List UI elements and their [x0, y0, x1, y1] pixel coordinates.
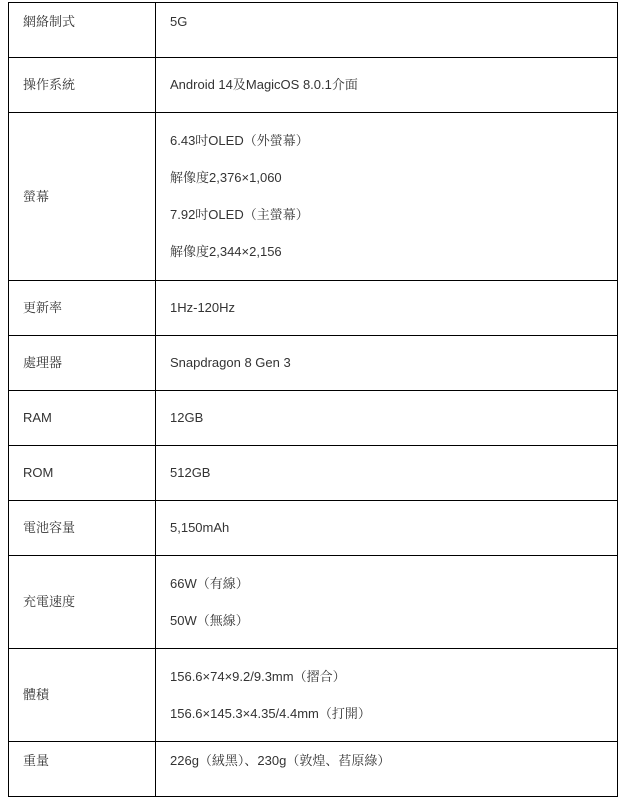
table-row	[9, 649, 618, 742]
row-value	[156, 3, 618, 58]
row-label: 重量	[9, 742, 156, 797]
table-row	[9, 3, 618, 58]
row-value	[156, 446, 618, 501]
value-line: 5,150mAh	[170, 520, 230, 535]
table-row	[9, 113, 618, 281]
row-label: 操作系統	[9, 58, 156, 113]
value-line: 5G	[170, 14, 188, 29]
value-line: 6.43吋OLED（外螢幕）	[170, 133, 309, 148]
row-value	[156, 391, 618, 446]
row-value	[156, 113, 618, 281]
value-line: 解像度2,344×2,156	[170, 244, 282, 259]
row-value	[156, 501, 618, 556]
row-label: 充電速度	[9, 556, 156, 649]
value-line: Snapdragon 8 Gen 3	[170, 355, 291, 370]
value-line: 1Hz-120Hz	[170, 300, 236, 315]
table-row	[9, 58, 618, 113]
table-row	[9, 281, 618, 336]
value-line: 66W（有線）	[170, 575, 249, 591]
row-label: 體積	[9, 649, 156, 742]
row-label: 螢幕	[9, 113, 156, 281]
row-value	[156, 58, 618, 113]
value-line: 50W（無線）	[170, 612, 249, 628]
spec-table	[8, 2, 618, 797]
table-row	[9, 336, 618, 391]
value-line: 512GB	[170, 465, 211, 480]
table-row	[9, 501, 618, 556]
value-line: 156.6×74×9.2/9.3mm（摺合）	[170, 668, 346, 684]
value-line: 解像度2,376×1,060	[170, 170, 282, 185]
row-label: RAM	[9, 391, 156, 446]
row-value	[156, 281, 618, 336]
row-value	[156, 742, 618, 797]
row-label: 電池容量	[9, 501, 156, 556]
value-line: 7.92吋OLED（主螢幕）	[170, 207, 309, 222]
value-line: Android 14及MagicOS 8.0.1介面	[170, 77, 358, 92]
row-value	[156, 649, 618, 742]
value-line: 12GB	[170, 410, 204, 425]
table-row	[9, 742, 618, 797]
row-label: ROM	[9, 446, 156, 501]
row-label: 網絡制式	[9, 3, 156, 58]
row-value	[156, 556, 618, 649]
table-row	[9, 391, 618, 446]
value-line: 156.6×145.3×4.35/4.4mm（打開）	[170, 705, 371, 721]
row-label: 更新率	[9, 281, 156, 336]
table-row	[9, 446, 618, 501]
table-row	[9, 556, 618, 649]
row-value	[156, 336, 618, 391]
row-label: 處理器	[9, 336, 156, 391]
value-line: 226g（絨黑）、230g（敦煌、萏原綠）	[170, 753, 391, 768]
